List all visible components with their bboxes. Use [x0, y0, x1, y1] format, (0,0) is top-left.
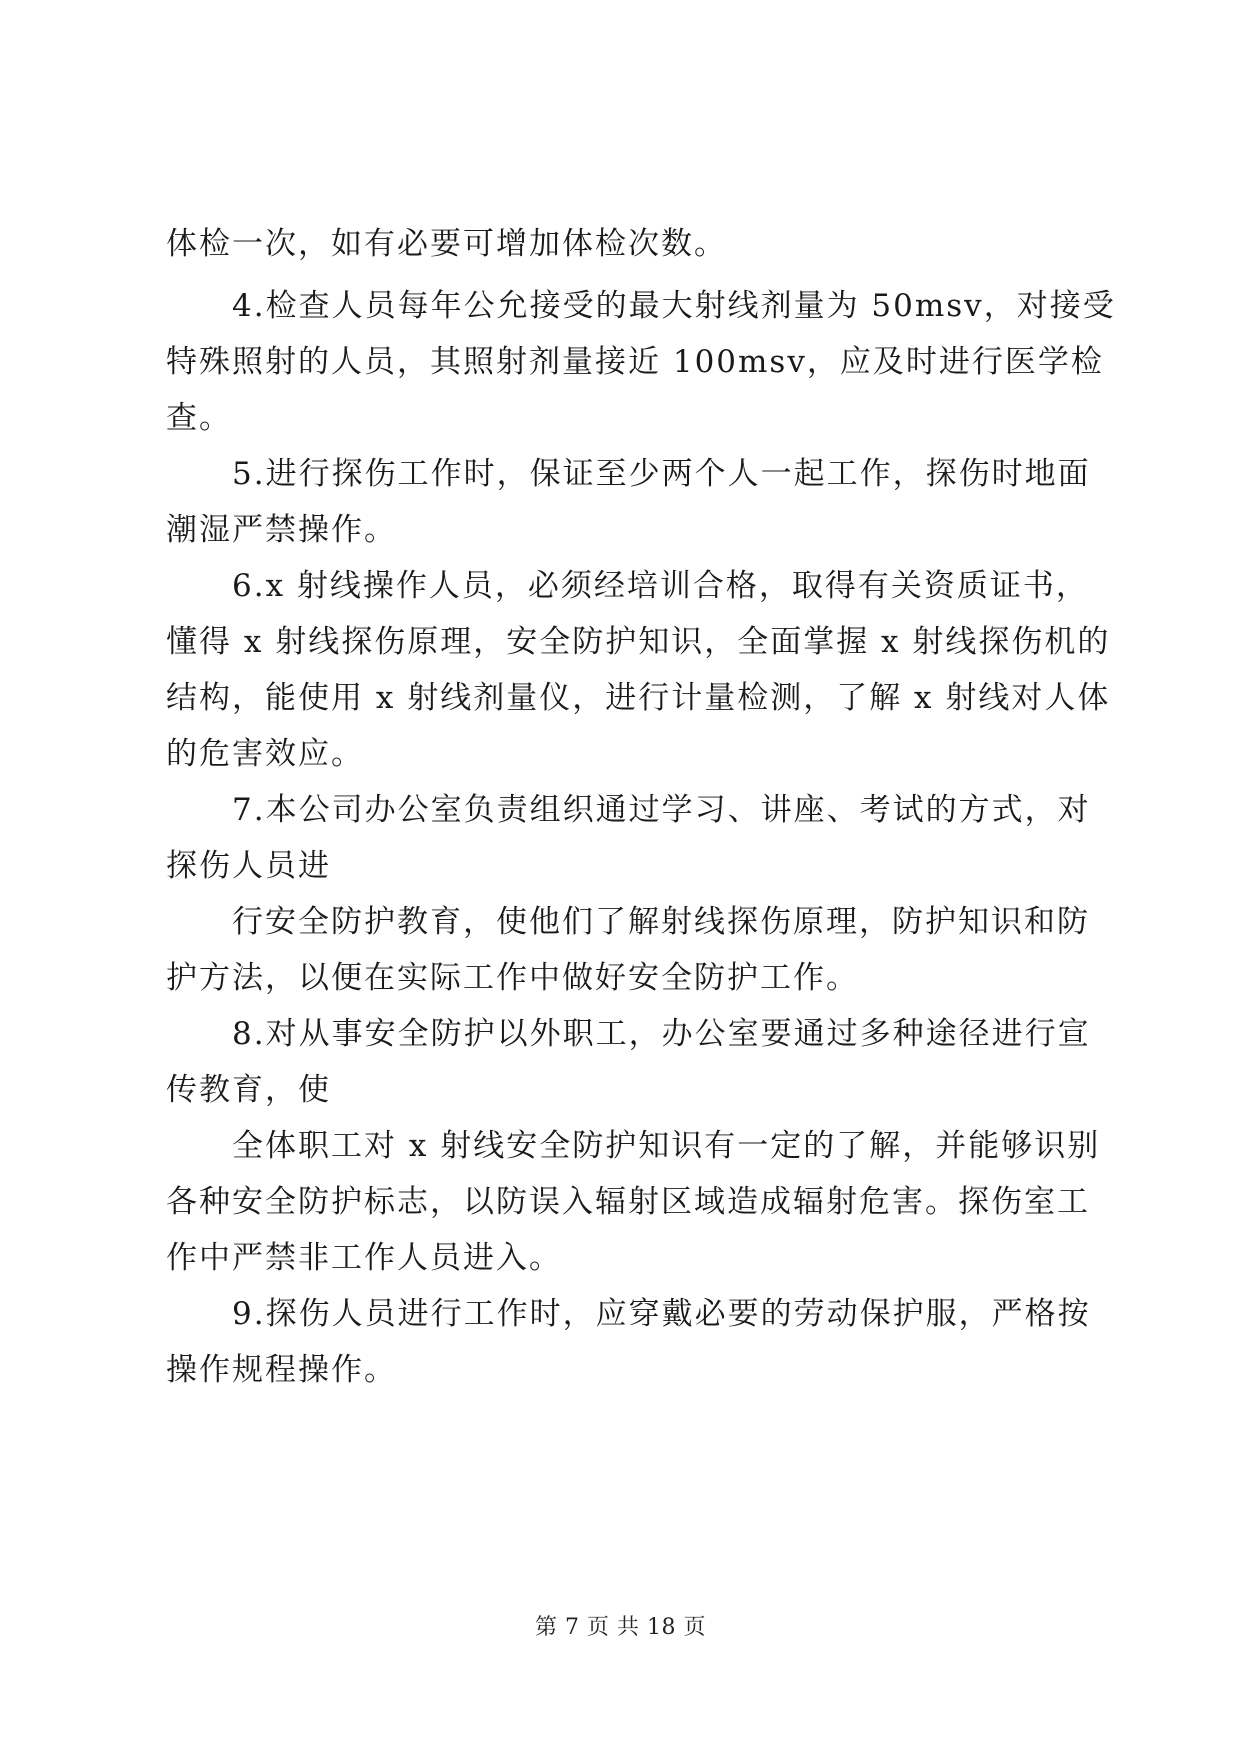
text-line: 查。 [166, 400, 232, 436]
text-line: 结构，能使用 x 射线剂量仪，进行计量检测，了解 x 射线对人体 [166, 680, 1111, 716]
text-line: 懂得 x 射线探伤原理，安全防护知识，全面掌握 x 射线探伤机的 [166, 624, 1111, 660]
text-line: 护方法，以便在实际工作中做好安全防护工作。 [166, 960, 859, 996]
text-line: 潮湿严禁操作。 [166, 512, 397, 548]
text-line: 全体职工对 x 射线安全防护知识有一定的了解，并能够识别 [232, 1128, 1101, 1164]
text-line: 操作规程操作。 [166, 1352, 397, 1388]
text-line: 作中严禁非工作人员进入。 [166, 1240, 562, 1276]
text-line: 特殊照射的人员，其照射剂量接近 100msv，应及时进行医学检 [166, 344, 1104, 380]
text-line: 各种安全防护标志，以防误入辐射区域造成辐射危害。探伤室工 [166, 1184, 1090, 1220]
text-line: 探伤人员进 [166, 848, 331, 884]
text-line: 的危害效应。 [166, 736, 364, 772]
text-line: 6.x 射线操作人员，必须经培训合格，取得有关资质证书， [232, 568, 1089, 604]
text-line: 行安全防护教育，使他们了解射线探伤原理，防护知识和防 [232, 904, 1090, 940]
text-line: 4.检查人员每年公允接受的最大射线剂量为 50msv，对接受 [232, 288, 1116, 324]
text-line: 传教育，使 [166, 1072, 331, 1108]
text-line: 7.本公司办公室负责组织通过学习、讲座、考试的方式，对 [232, 792, 1091, 828]
text-line: 8.对从事安全防护以外职工，办公室要通过多种途径进行宣 [232, 1016, 1091, 1052]
text-line: 5.进行探伤工作时，保证至少两个人一起工作，探伤时地面 [232, 456, 1091, 492]
page-number: 第 7 页 共 18 页 [535, 1615, 706, 1640]
text-line: 体检一次，如有必要可增加体检次数。 [166, 226, 727, 262]
text-line: 9.探伤人员进行工作时，应穿戴必要的劳动保护服，严格按 [232, 1296, 1091, 1332]
